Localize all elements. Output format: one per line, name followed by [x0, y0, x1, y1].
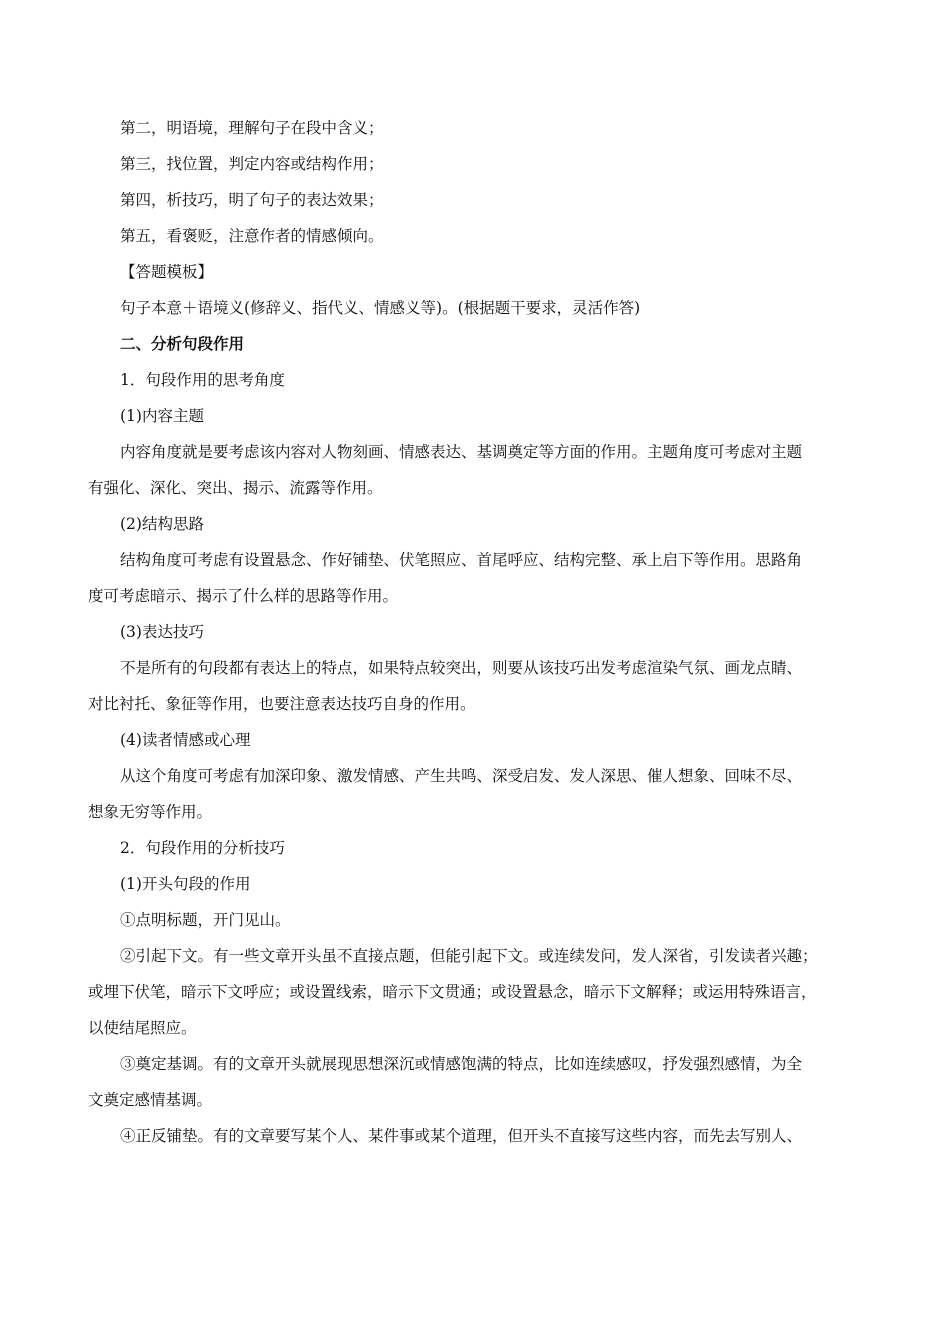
- text-line: 度可考虑暗示、揭示了什么样的思路等作用。: [88, 587, 399, 605]
- text-line: ③奠定基调。有的文章开头就展现思想深沉或情感饱满的特点，比如连续感叹，抒发强烈感情，为全: [120, 1055, 803, 1073]
- text-line: 第三，找位置，判定内容或结构作用；: [120, 155, 384, 173]
- text-line: (3)表达技巧: [120, 623, 204, 641]
- text-line: (4)读者情感或心理: [120, 731, 251, 749]
- text-line: 1．句段作用的思考角度: [120, 371, 285, 389]
- text-line: 从这个角度可考虑有加深印象、激发情感、产生共鸣、深受启发、发人深思、催人想象、回味不尽、: [120, 767, 803, 785]
- text-line: (2)结构思路: [120, 515, 204, 533]
- text-line: 不是所有的句段都有表达上的特点，如果特点较突出，则要从该技巧出发考虑渲染气氛、画龙点睛、: [120, 659, 803, 677]
- text-line: 【答题模板】: [120, 263, 214, 281]
- text-line: (1)内容主题: [120, 407, 204, 425]
- text-line: ②引起下文。有一些文章开头虽不直接点题，但能引起下文。或连续发问，发人深省，引发读者兴趣；: [120, 947, 818, 965]
- text-line: ①点明标题，开门见山。: [120, 911, 291, 929]
- text-line: 或埋下伏笔，暗示下文呼应；或设置线索，暗示下文贯通；或设置悬念，暗示下文解释；或运用特殊语言，: [88, 983, 817, 1001]
- text-line: 内容角度就是要考虑该内容对人物刻画、情感表达、基调奠定等方面的作用。主题角度可考虑对主题: [120, 443, 803, 461]
- text-line: 2．句段作用的分析技巧: [120, 839, 285, 857]
- section-heading: 二、分析句段作用: [120, 334, 245, 353]
- text-line: ④正反铺垫。有的文章要写某个人、某件事或某个道理，但开头不直接写这些内容，而先去写别人、: [120, 1127, 803, 1145]
- text-line: 第二，明语境，理解句子在段中含义；: [120, 119, 384, 137]
- text-line: 有强化、深化、突出、揭示、流露等作用。: [88, 479, 383, 497]
- text-line: 第五，看褒贬，注意作者的情感倾向。: [120, 227, 384, 245]
- text-line: 文奠定感情基调。: [88, 1091, 213, 1109]
- text-line: 句子本意＋语境义(修辞义、指代义、情感义等)。(根据题干要求，灵活作答): [120, 299, 641, 317]
- text-line: 对比衬托、象征等作用，也要注意表达技巧自身的作用。: [88, 695, 476, 713]
- text-line: (1)开头句段的作用: [120, 875, 251, 893]
- document-body: [88, 110, 864, 1154]
- text-line: 想象无穷等作用。: [88, 803, 213, 821]
- text-line: 第四，析技巧，明了句子的表达效果；: [120, 191, 384, 209]
- text-line: 以使结尾照应。: [88, 1019, 197, 1037]
- text-line: 结构角度可考虑有设置悬念、作好铺垫、伏笔照应、首尾呼应、结构完整、承上启下等作用。思路角: [120, 551, 803, 569]
